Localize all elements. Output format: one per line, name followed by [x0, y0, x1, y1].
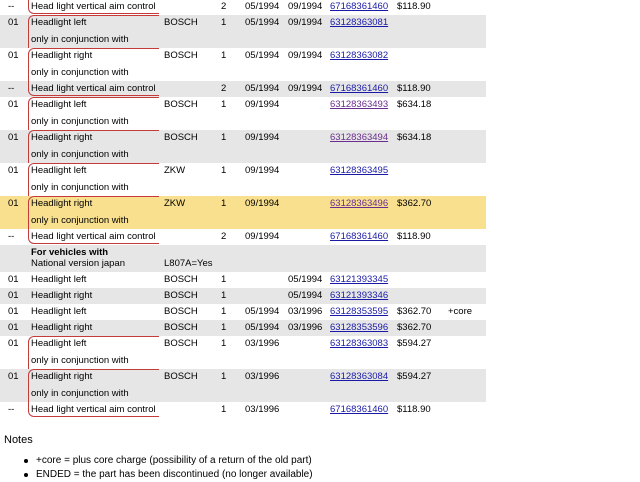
quantity: 2 — [221, 83, 227, 94]
table-row — [0, 272, 486, 288]
part-number-link[interactable]: 63128363496 — [330, 198, 389, 209]
part-description: Head light vertical aim control — [31, 1, 156, 12]
date-to: 05/1994 — [288, 290, 323, 301]
part-number-link[interactable]: 67168361460 — [330, 83, 389, 94]
table-row — [0, 336, 486, 369]
notes-heading: Notes — [4, 434, 33, 446]
position-number: 01 — [8, 290, 19, 301]
price: $362.70 — [397, 306, 432, 317]
part-number-link[interactable]: 67168361460 — [330, 404, 389, 415]
date-from: 05/1994 — [245, 17, 280, 28]
date-from: 05/1994 — [245, 306, 280, 317]
part-number-link[interactable]: 63128363084 — [330, 371, 389, 382]
position-number: 01 — [8, 50, 19, 61]
table-row — [0, 130, 486, 163]
position-number: -- — [8, 1, 15, 12]
date-from: 09/1994 — [245, 132, 280, 143]
note-item: +core = plus core charge (possibility of a return of the old part) — [0, 454, 313, 468]
part-description: Head light vertical aim control — [31, 83, 156, 94]
part-description: Headlight left — [31, 338, 87, 349]
part-condition: only in conjunction with — [31, 215, 129, 226]
part-number-link[interactable]: 63128363082 — [330, 50, 389, 61]
part-condition: National version japan — [31, 258, 126, 269]
part-number-link[interactable]: 63128353596 — [330, 322, 389, 333]
group-bracket — [28, 369, 159, 403]
supplier: BOSCH — [164, 50, 198, 61]
group-bracket — [28, 229, 159, 244]
date-from: 03/1996 — [245, 371, 280, 382]
group-bracket — [28, 130, 159, 164]
quantity: 1 — [221, 404, 227, 415]
date-to: 03/1996 — [288, 322, 323, 333]
supplier: ZKW — [164, 198, 186, 209]
quantity: 1 — [221, 371, 227, 382]
part-description: Headlight right — [31, 198, 93, 209]
part-number-link[interactable]: 67168361460 — [330, 1, 389, 12]
part-description: Headlight right — [31, 290, 93, 301]
price: $118.90 — [397, 404, 431, 415]
position-number: -- — [8, 231, 15, 242]
date-from: 05/1994 — [245, 83, 280, 94]
part-description: Headlight left — [31, 274, 87, 285]
supplier: BOSCH — [164, 17, 198, 28]
position-number: 01 — [8, 99, 19, 110]
part-number-link[interactable]: 63128353595 — [330, 306, 389, 317]
quantity: 1 — [221, 322, 227, 333]
part-condition: only in conjunction with — [31, 182, 129, 193]
part-number-link[interactable]: 63128363083 — [330, 338, 389, 349]
quantity: 1 — [221, 338, 227, 349]
position-number: 01 — [8, 371, 19, 382]
group-bracket — [28, 196, 159, 230]
position-number: 01 — [8, 274, 19, 285]
part-description: Headlight right — [31, 50, 93, 61]
group-bracket — [28, 402, 159, 417]
supplier: BOSCH — [164, 99, 198, 110]
part-description: Headlight left — [31, 17, 87, 28]
price: $634.18 — [397, 99, 432, 110]
date-from: 05/1994 — [245, 50, 280, 61]
part-number-link[interactable]: 67168361460 — [330, 231, 389, 242]
part-condition: only in conjunction with — [31, 116, 129, 127]
price: $118.90 — [397, 83, 431, 94]
group-bracket — [28, 97, 159, 131]
quantity: 1 — [221, 50, 227, 61]
group-bracket — [28, 15, 159, 49]
quantity: 1 — [221, 99, 227, 110]
quantity: 1 — [221, 198, 227, 209]
quantity: 2 — [221, 1, 227, 12]
table-row — [0, 402, 486, 418]
supplier: BOSCH — [164, 338, 198, 349]
table-row — [0, 163, 486, 196]
group-bracket — [28, 81, 159, 96]
price: $634.18 — [397, 132, 432, 143]
date-from: 09/1994 — [245, 99, 280, 110]
position-number: 01 — [8, 306, 19, 317]
part-condition: only in conjunction with — [31, 34, 129, 45]
group-bracket — [28, 0, 159, 14]
part-condition: only in conjunction with — [31, 355, 129, 366]
part-description: Headlight right — [31, 322, 93, 333]
date-to: 09/1994 — [288, 50, 323, 61]
position-number: -- — [8, 83, 15, 94]
date-to: 05/1994 — [288, 274, 323, 285]
supplier: BOSCH — [164, 322, 198, 333]
part-description: Headlight right — [31, 132, 93, 143]
part-description: Headlight left — [31, 165, 87, 176]
table-row — [0, 369, 486, 402]
part-number-link[interactable]: 63121393345 — [330, 274, 389, 285]
date-from: 09/1994 — [245, 231, 280, 242]
part-number-link[interactable]: 63128363494 — [330, 132, 389, 143]
part-condition: only in conjunction with — [31, 149, 129, 160]
part-number-link[interactable]: 63121393346 — [330, 290, 389, 301]
quantity: 1 — [221, 165, 227, 176]
part-condition: only in conjunction with — [31, 67, 129, 78]
supplier: ZKW — [164, 165, 186, 176]
group-bracket — [28, 163, 159, 197]
table-row — [0, 320, 486, 336]
part-description: Headlight right — [31, 371, 93, 382]
quantity: 1 — [221, 290, 227, 301]
position-number: 01 — [8, 338, 19, 349]
date-from: 03/1996 — [245, 404, 280, 415]
position-number: -- — [8, 404, 15, 415]
quantity: 1 — [221, 132, 227, 143]
part-description: Head light vertical aim control — [31, 231, 156, 242]
date-to: 09/1994 — [288, 17, 323, 28]
quantity: 1 — [221, 274, 227, 285]
group-bracket — [28, 336, 159, 370]
price: $594.27 — [397, 338, 432, 349]
date-from: 03/1996 — [245, 338, 280, 349]
date-to: 03/1996 — [288, 306, 323, 317]
price: $362.70 — [397, 198, 432, 209]
quantity: 1 — [221, 17, 227, 28]
table-row — [0, 304, 486, 320]
part-description: Head light vertical aim control — [31, 404, 156, 415]
part-description: For vehicles with — [31, 247, 109, 258]
table-row — [0, 48, 486, 81]
table-row — [0, 81, 486, 97]
table-row — [0, 15, 486, 48]
supplier: BOSCH — [164, 371, 198, 382]
part-number-link[interactable]: 63128363493 — [330, 99, 389, 110]
section-header-row — [0, 245, 486, 272]
position-number: 01 — [8, 165, 19, 176]
date-from: 09/1994 — [245, 165, 280, 176]
notes-list — [0, 454, 313, 482]
date-from: 09/1994 — [245, 198, 280, 209]
position-number: 01 — [8, 132, 19, 143]
table-row — [0, 97, 486, 130]
note-item: ENDED = the part has been discontinued (no longer available) — [0, 468, 313, 482]
part-description: Headlight left — [31, 99, 87, 110]
group-bracket — [28, 48, 159, 82]
supplier: BOSCH — [164, 306, 198, 317]
price: $118.90 — [397, 1, 431, 12]
supplier: L807A=Yes — [164, 258, 213, 269]
part-number-link[interactable]: 63128363495 — [330, 165, 389, 176]
table-row — [0, 0, 486, 15]
part-condition: only in conjunction with — [31, 388, 129, 399]
quantity: 2 — [221, 231, 227, 242]
table-row — [0, 196, 486, 229]
price: $362.70 — [397, 322, 432, 333]
date-from: 05/1994 — [245, 1, 280, 12]
core-note: +core — [448, 306, 473, 317]
price: $594.27 — [397, 371, 432, 382]
position-number: 01 — [8, 17, 19, 28]
price: $118.90 — [397, 231, 431, 242]
table-row — [0, 288, 486, 304]
date-from: 05/1994 — [245, 322, 280, 333]
position-number: 01 — [8, 198, 19, 209]
supplier: BOSCH — [164, 290, 198, 301]
part-description: Headlight left — [31, 306, 87, 317]
part-number-link[interactable]: 63128363081 — [330, 17, 389, 28]
supplier: BOSCH — [164, 274, 198, 285]
quantity: 1 — [221, 306, 227, 317]
supplier: BOSCH — [164, 132, 198, 143]
table-row — [0, 229, 486, 245]
date-to: 09/1994 — [288, 83, 323, 94]
date-to: 09/1994 — [288, 1, 323, 12]
position-number: 01 — [8, 322, 19, 333]
